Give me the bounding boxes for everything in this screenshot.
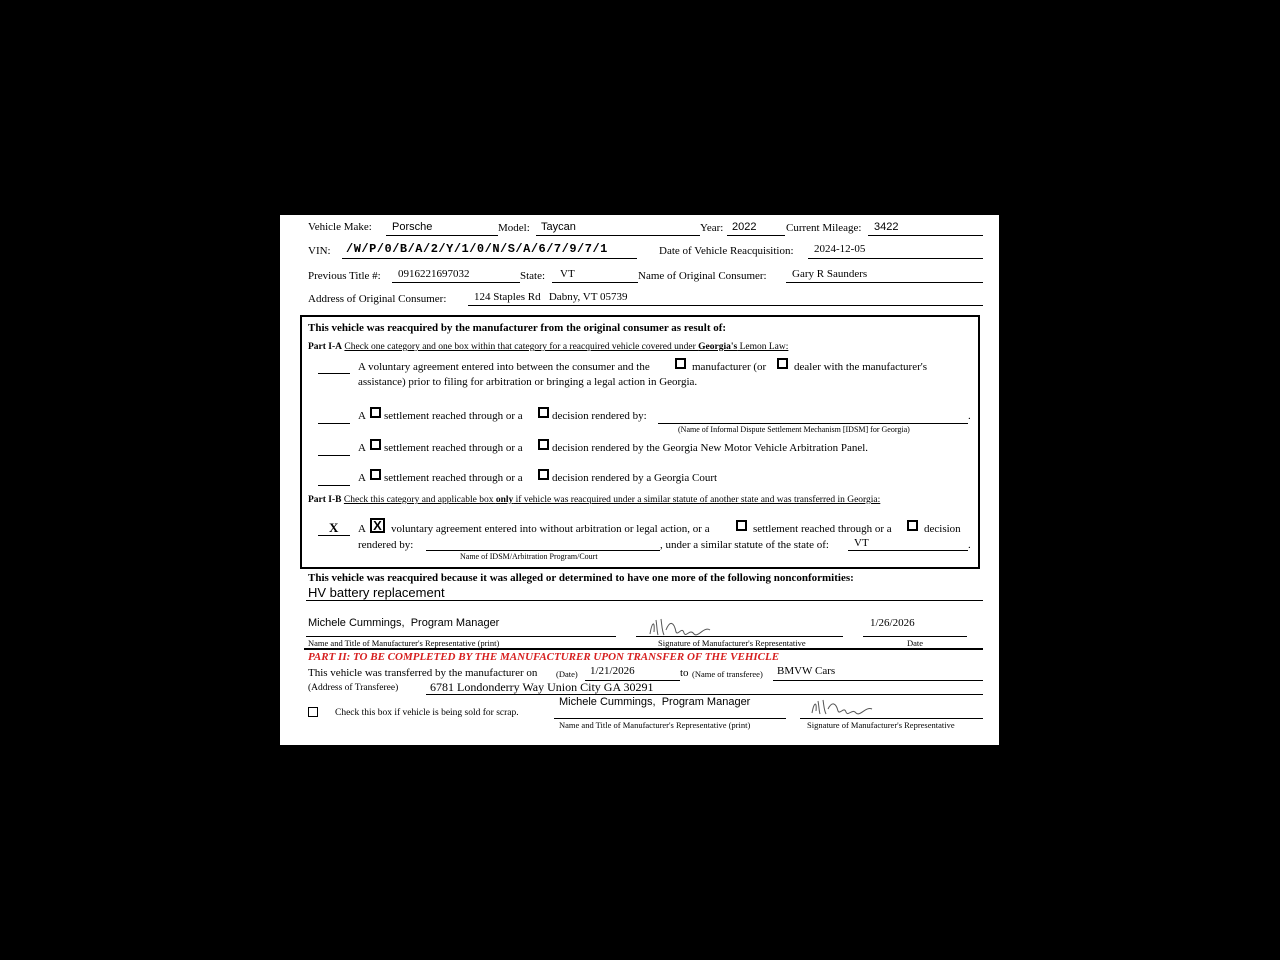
option4-settlement-text: settlement reached through or a — [384, 472, 523, 484]
rep-name-line — [306, 636, 616, 637]
part-b-label: Part I-B — [308, 495, 342, 505]
year-value: 2022 — [732, 221, 757, 233]
model-value: Taycan — [541, 221, 576, 233]
part-b-instr-bold: only — [495, 495, 514, 505]
reacq-date-label: Date of Vehicle Reacquisition: — [659, 245, 794, 257]
part-a-label: Part I-A — [308, 342, 343, 352]
part-two-signature-line — [800, 718, 983, 719]
option1-text-b: manufacturer (or — [692, 361, 767, 373]
transferee-address-value: 6781 Londonderry Way Union City GA 30291 — [430, 680, 654, 694]
option3-settlement-checkbox[interactable] — [370, 439, 381, 450]
address-underline — [468, 305, 983, 306]
signoff-date-line — [863, 636, 967, 637]
vin-value: /W/P/0/B/A/2/Y/1/0/N/S/A/6/7/9/7/1 — [346, 242, 608, 256]
mileage-value: 3422 — [874, 221, 899, 233]
part-one-heading: This vehicle was reacquired by the manufacturer from the original consumer as result of: — [308, 322, 727, 334]
part-b-rendered: rendered by: — [358, 539, 414, 551]
part-b-text-b: settlement reached through or a — [753, 523, 892, 535]
option2-decision-checkbox[interactable] — [538, 407, 549, 418]
part-one-box — [300, 315, 980, 569]
option2-blank[interactable] — [318, 423, 350, 424]
vin-underline — [342, 258, 637, 259]
state-underline — [552, 282, 638, 283]
address-value: 124 Staples Rd Dabny, VT 05739 — [474, 291, 628, 303]
option2-a: A — [358, 410, 366, 422]
nonconformity-underline — [306, 600, 983, 601]
manufacturer-checkbox[interactable] — [675, 358, 686, 369]
part-b-state-line[interactable] — [848, 550, 968, 551]
part-b-settlement-checkbox[interactable] — [736, 520, 747, 531]
transferee-value: BMVW Cars — [777, 665, 836, 677]
part-a-instruction — [308, 343, 788, 353]
dealer-checkbox[interactable] — [777, 358, 788, 369]
part-b-a: A — [358, 523, 366, 535]
transfer-date-hint: (Date) — [556, 669, 578, 679]
signature-line — [636, 636, 843, 637]
part-b-program-line[interactable] — [426, 550, 660, 551]
option4-decision-checkbox[interactable] — [538, 469, 549, 480]
nonconformity-heading: This vehicle was reacquired because it was alleged or determined to have one more of the following nonconformities: — [308, 572, 854, 584]
signature-caption: Signature of Manufacturer's Representative — [658, 638, 806, 648]
part-b-decision-checkbox[interactable] — [907, 520, 918, 531]
option4-blank[interactable] — [318, 485, 350, 486]
option4-a: A — [358, 472, 366, 484]
part-two-rep-name: Michele Cummings, Program Manager — [559, 696, 751, 708]
option3-decision-checkbox[interactable] — [538, 439, 549, 450]
transfer-to: to — [680, 667, 689, 679]
part-b-instr-1: Check this category and applicable box — [343, 495, 496, 505]
option4-decision-text: decision rendered by a Georgia Court — [552, 472, 718, 484]
state-value: VT — [560, 268, 575, 280]
option2-decision-text: decision rendered by: — [552, 410, 647, 422]
option1-text-c: dealer with the manufacturer's — [794, 361, 928, 373]
part-two-heading: PART II: TO BE COMPLETED BY THE MANUFACTURER UPON TRANSFER OF THE VEHICLE — [308, 651, 780, 663]
rep-caption: Name and Title of Manufacturer's Representative (print) — [308, 638, 500, 648]
option2-settlement-text: settlement reached through or a — [384, 410, 523, 422]
reacq-date-value: 2024-12-05 — [814, 243, 866, 255]
part-b-state-value: VT — [854, 537, 869, 549]
option3-settlement-text: settlement reached through or a — [384, 442, 523, 454]
transferee-hint: (Name of transferee) — [692, 669, 763, 679]
reacq-date-underline — [808, 258, 983, 259]
part-b-mark: X — [329, 520, 339, 535]
option1-text-a: A voluntary agreement entered into between the consumer and the — [358, 361, 650, 373]
transferee-line — [773, 680, 983, 681]
model-underline — [536, 235, 700, 236]
orig-consumer-underline — [786, 282, 983, 283]
prev-title-value: 0916221697032 — [398, 268, 470, 280]
part-a-instr-bold: Georgia's — [698, 342, 738, 352]
part-b-statute: , under a similar statute of the state of: — [660, 539, 829, 551]
part-b-caption: Name of IDSM/Arbitration Program/Court — [460, 552, 598, 561]
part-a-instr-1: Check one category and one box within that category for a reacquired vehicle covered under — [344, 342, 699, 352]
transferee-address-line — [426, 694, 983, 695]
form-page — [280, 215, 999, 745]
part-b-period: . — [968, 539, 971, 551]
part-two-signature-caption: Signature of Manufacturer's Representative — [807, 720, 955, 730]
orig-consumer-label: Name of Original Consumer: — [638, 270, 767, 282]
option3-blank[interactable] — [318, 455, 350, 456]
nonconformity-value: HV battery replacement — [308, 585, 445, 600]
part-b-blank[interactable] — [318, 535, 350, 536]
part-two-rule — [304, 648, 983, 650]
prev-title-label: Previous Title #: — [308, 270, 381, 282]
part-b-text-a: voluntary agreement entered into without arbitration or legal action, or a — [391, 523, 710, 535]
part-b-instr-2: if vehicle was reacquired under a similar statute of another state and was transferred in Georgia: — [513, 495, 881, 505]
vehicle-make-label: Vehicle Make: — [308, 221, 372, 233]
state-label: State: — [520, 270, 546, 282]
orig-consumer-value: Gary R Saunders — [792, 268, 868, 280]
idsm-name-line[interactable] — [658, 423, 968, 424]
option1-blank[interactable] — [318, 373, 350, 374]
transferee-address-label: (Address of Transferee) — [308, 683, 399, 693]
part-b-voluntary-checkbox[interactable]: X — [370, 518, 385, 533]
address-label: Address of Original Consumer: — [308, 293, 447, 305]
option2-settlement-checkbox[interactable] — [370, 407, 381, 418]
part-two-rep-line — [554, 718, 786, 719]
part-a-instr-2: Lemon Law: — [737, 342, 789, 352]
scrap-checkbox[interactable] — [308, 707, 318, 717]
signoff-date-value: 1/26/2026 — [870, 617, 915, 629]
option3-a: A — [358, 442, 366, 454]
part-two-rep-caption: Name and Title of Manufacturer's Representative (print) — [559, 720, 751, 730]
transferred-text: This vehicle was transferred by the manufacturer on — [308, 667, 538, 679]
vehicle-make-value: Porsche — [392, 221, 433, 233]
option1-text-line2: assistance) prior to filing for arbitration or bringing a legal action in Georgia. — [358, 376, 698, 388]
prev-title-underline — [392, 282, 520, 283]
option2-period: . — [968, 410, 971, 422]
make-underline — [386, 235, 498, 236]
vin-label: VIN: — [308, 245, 331, 257]
model-label: Model: — [498, 222, 530, 234]
part-b-instruction — [308, 496, 880, 506]
option3-decision-text: decision rendered by the Georgia New Motor Vehicle Arbitration Panel. — [552, 442, 869, 454]
rep-name-value: Michele Cummings, Program Manager — [308, 617, 500, 629]
transfer-date-value: 1/21/2026 — [590, 665, 635, 677]
idsm-caption: (Name of Informal Dispute Settlement Mechanism [IDSM] for Georgia) — [678, 425, 910, 434]
date-caption: Date — [907, 638, 924, 648]
scrap-label: Check this box if vehicle is being sold for scrap. — [335, 708, 519, 718]
mileage-label: Current Mileage: — [786, 222, 862, 234]
mileage-underline — [868, 235, 983, 236]
option4-settlement-checkbox[interactable] — [370, 469, 381, 480]
part-b-text-c: decision — [924, 523, 961, 535]
year-underline — [727, 235, 785, 236]
year-label: Year: — [700, 222, 724, 234]
